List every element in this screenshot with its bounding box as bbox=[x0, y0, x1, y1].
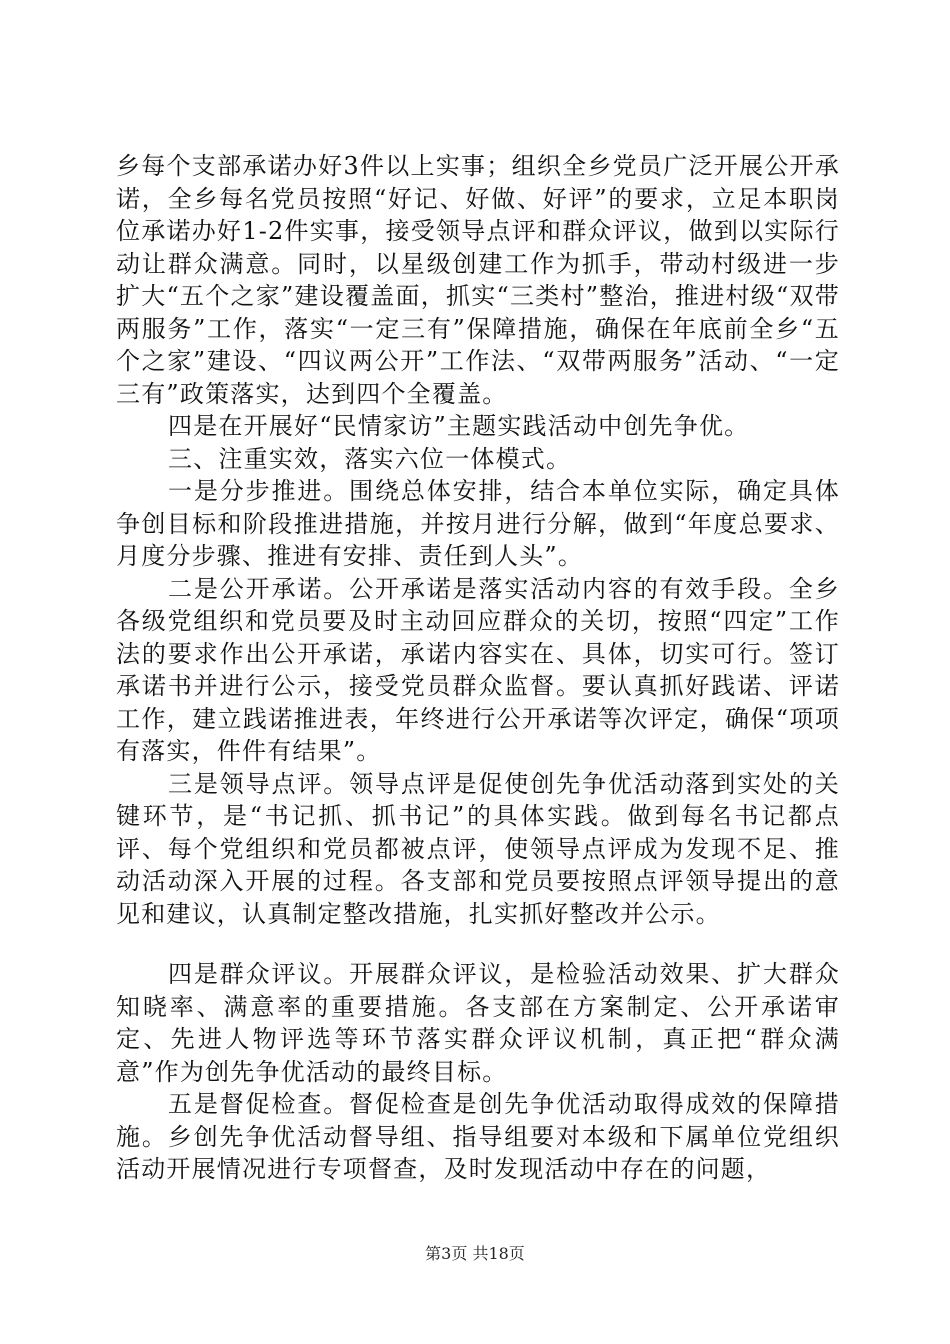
document-body bbox=[116, 150, 840, 1186]
paragraph-public-commitment: 二是公开承诺。公开承诺是落实活动内容的有效手段。全乡各级党组织和党员要及时主动回应群众的关切，按照“四定”工作法的要求作出公开承诺，承诺内容实在、具体，切实可行。签订承诺书并进行公示，接受党员群众监督。要认真抓好践诺、评诺工作，建立践诺推进表，年终进行公开承诺等次评定，确保“项项有落实，件件有结果”。 bbox=[116, 574, 840, 765]
paragraph-public-appraisal: 四是群众评议。开展群众评议，是检验活动效果、扩大群众知晓率、满意率的重要措施。各支部在方案制定、公开承诺审定、先进人物评选等环节落实群众评议机制，真正把“群众满意”作为创先争优活动的最终目标。 bbox=[116, 960, 840, 1086]
paragraph-supervision: 五是督促检查。督促检查是创先争优活动取得成效的保障措施。乡创先争优活动督导组、指导组要对本级和下属单位党组织活动开展情况进行专项督查，及时发现活动中存在的问题， bbox=[116, 1090, 840, 1183]
section-heading-three: 三、注重实效，落实六位一体模式。 bbox=[168, 444, 572, 473]
paragraph-commitments: 乡每个支部承诺办好3件以上实事；组织全乡党员广泛开展公开承诺，全乡每名党员按照“好记、好做、好评”的要求，立足本职岗位承诺办好1-2件实事，接受领导点评和群众评议，做到以实际行动让群众满意。同时，以星级创建工作为抓手，带动村级进一步扩大“五个之家”建设覆盖面，抓实“三类村”整治，推进村级“双带两服务”工作，落实“一定三有”保障措施，确保在年底前全乡“五个之家”建设、“四议两公开”工作法、“双带两服务”活动、“一定三有”政策落实，达到四个全覆盖。 bbox=[116, 152, 840, 408]
paragraph-leader-review: 三是领导点评。领导点评是促使创先争优活动落到实处的关键环节，是“书记抓、抓书记”的具体实践。做到每名书记都点评、每个党组织和党员都被点评，使领导点评成为发现不足、推动活动深入开展的过程。各支部和党员要按照点评领导提出的意见和建议，认真制定整改措施，扎实抓好整改并公示。 bbox=[116, 769, 840, 928]
paragraph-point-four-family-visits: 四是在开展好“民情家访”主题实践活动中创先争优。 bbox=[168, 412, 750, 440]
paragraph-step-by-step: 一是分步推进。围绕总体安排，结合本单位实际，确定具体争创目标和阶段推进措施，并按月进行分解，做到“年度总要求、月度分步骤、推进有安排、责任到人头”。 bbox=[116, 477, 840, 570]
page-number-footer: 第3页 共18页 bbox=[425, 1244, 525, 1263]
